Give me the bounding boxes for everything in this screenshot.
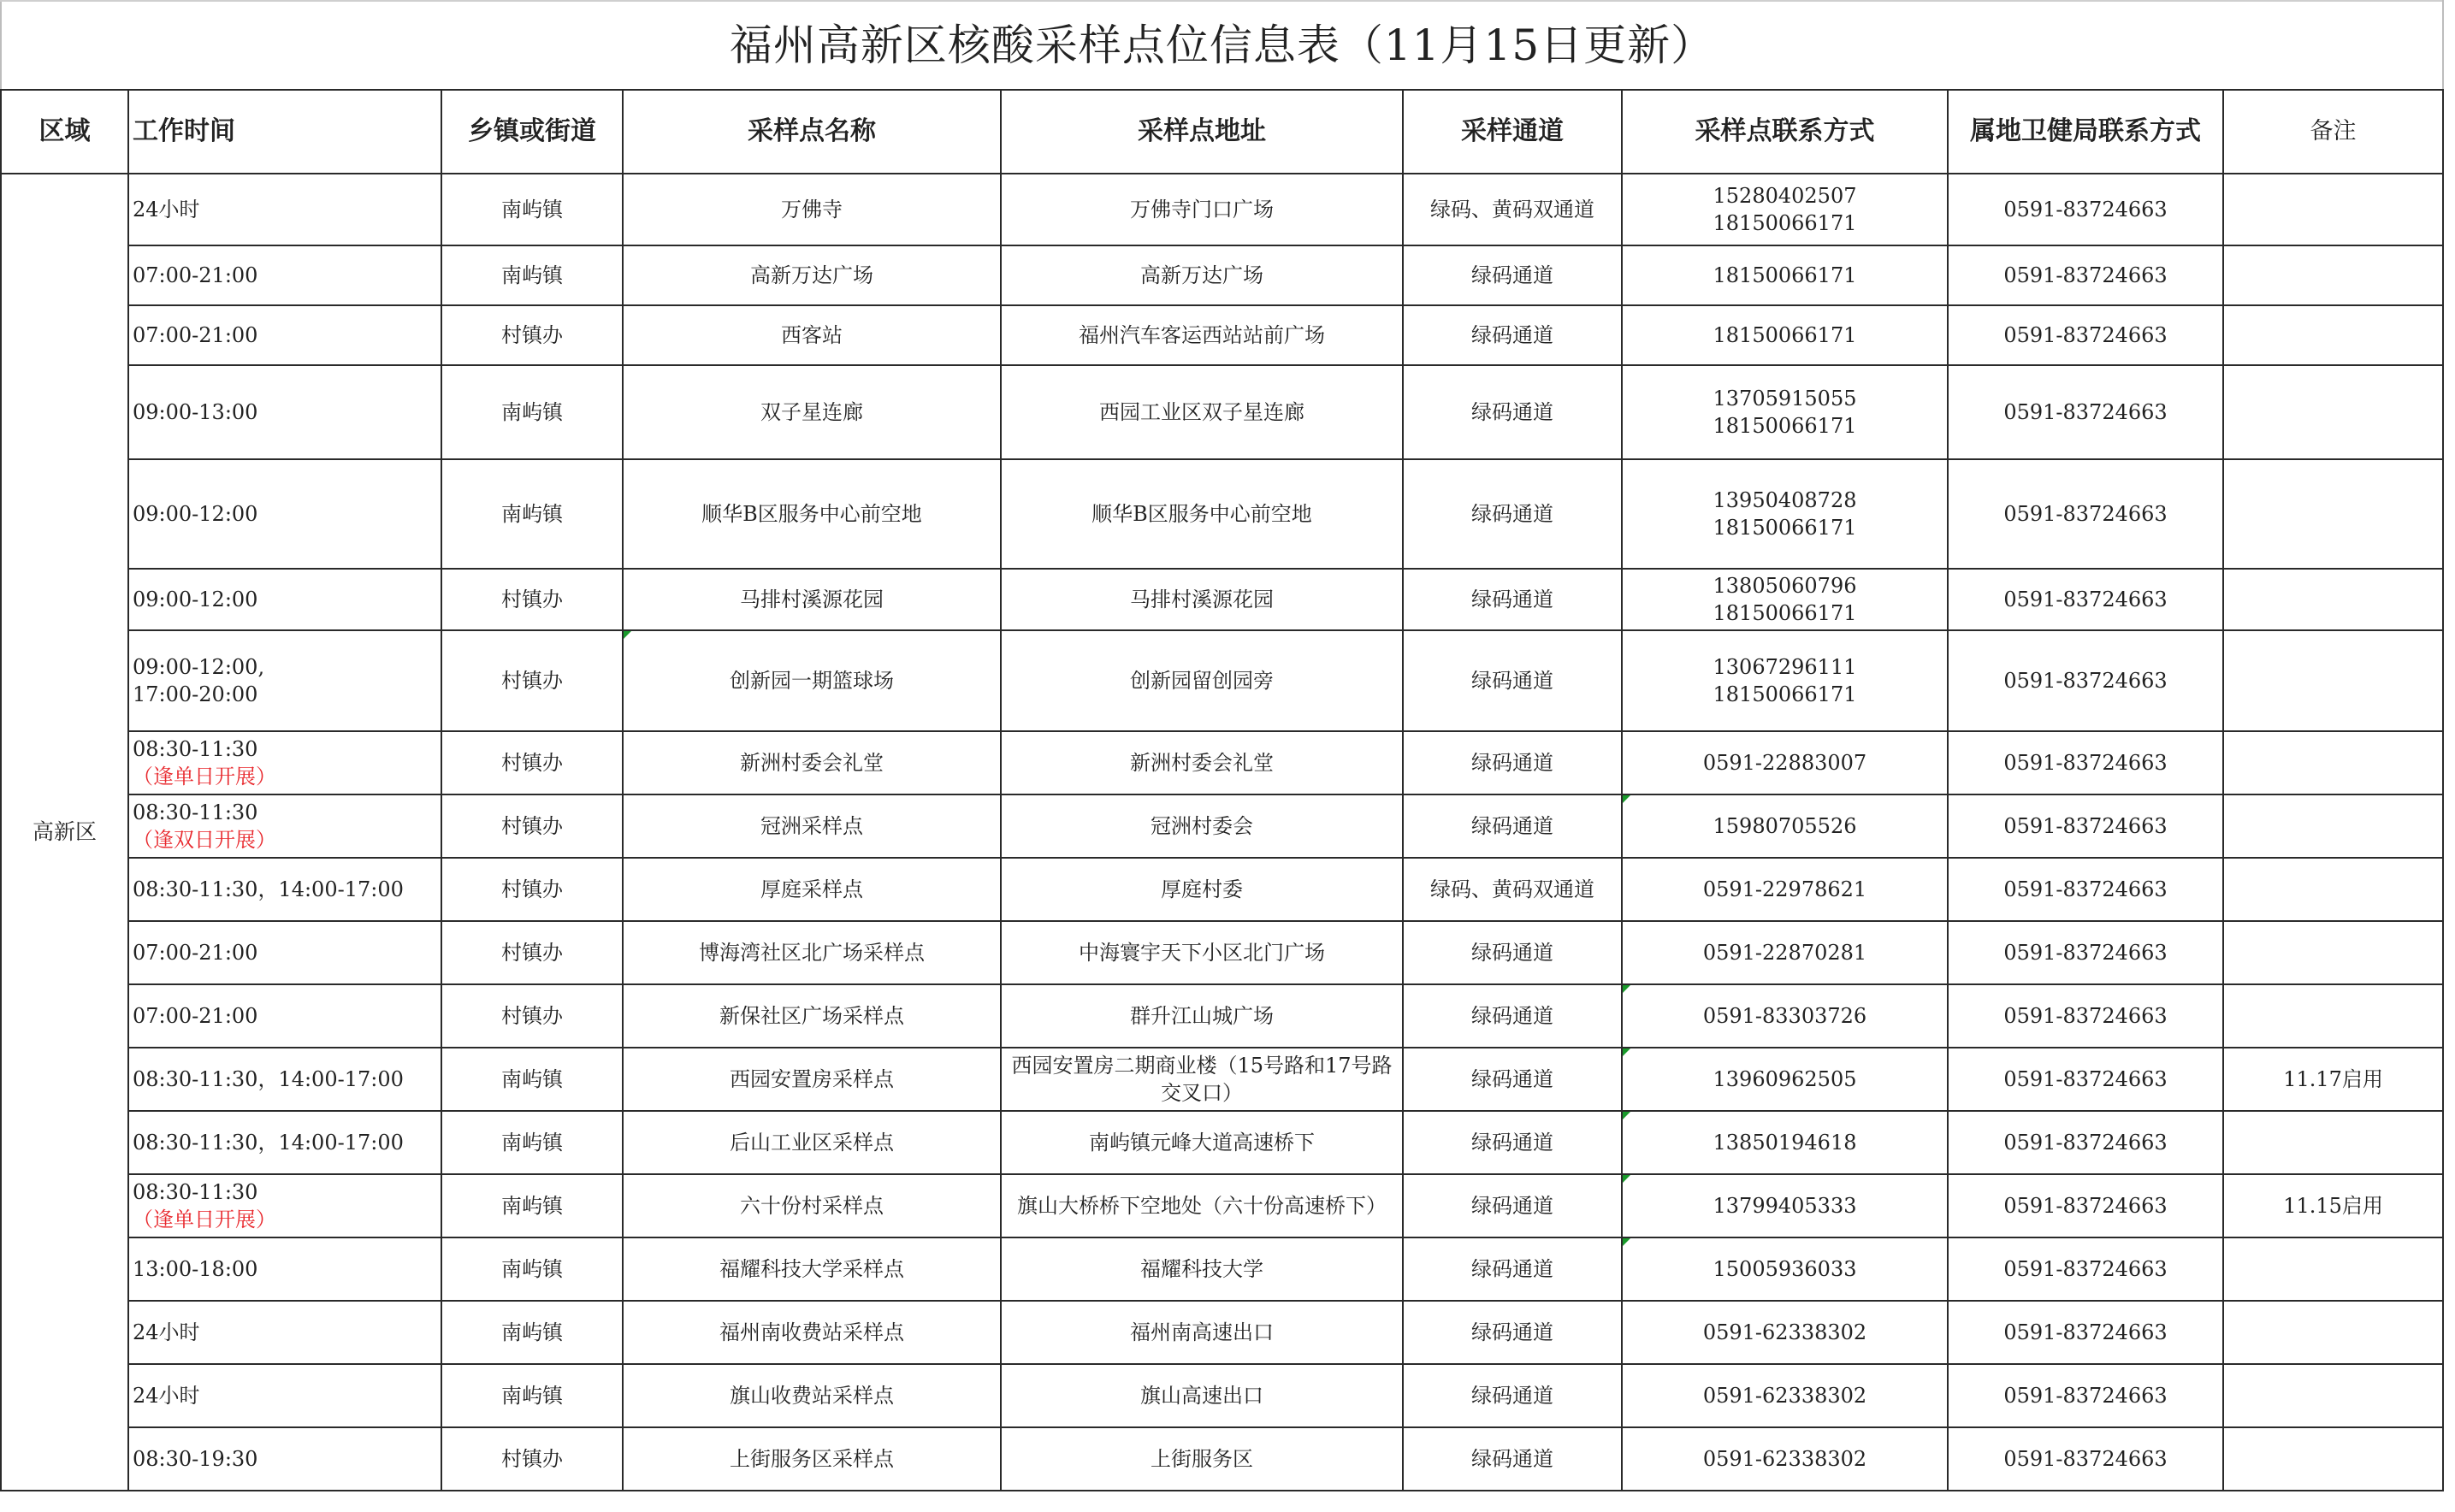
header-row — [1, 90, 2443, 174]
time-cell — [128, 1174, 441, 1237]
health-contact-cell: 0591-83724663 — [1948, 1048, 2223, 1111]
town-cell: 村镇办 — [441, 984, 623, 1048]
time-text: 24小时 — [133, 198, 200, 221]
remark-cell — [2223, 1301, 2443, 1364]
time-cell — [128, 1364, 441, 1427]
address-cell: 新洲村委会礼堂 — [1001, 731, 1403, 794]
name-cell: 创新园一期篮球场 — [623, 630, 1001, 731]
town-cell: 村镇办 — [441, 1427, 623, 1491]
time-cell — [128, 245, 441, 305]
remark-cell — [2223, 731, 2443, 794]
page-title: 福州高新区核酸采样点位信息表（11月15日更新） — [1, 1, 2443, 90]
time-cell — [128, 1048, 441, 1111]
time-text: 09:00-12:00 — [133, 502, 258, 526]
phone-number: 13805060796 — [1713, 574, 1857, 598]
town-cell: 村镇办 — [441, 569, 623, 630]
address-cell: 万佛寺门口广场 — [1001, 174, 1403, 245]
phone-number: 13067296111 — [1713, 655, 1857, 679]
table-row — [1, 1364, 2443, 1427]
name-cell: 西客站 — [623, 305, 1001, 365]
phone-number: 0591-83303726 — [1702, 1004, 1867, 1028]
health-contact-cell: 0591-83724663 — [1948, 305, 2223, 365]
region-cell: 高新区 — [1, 174, 128, 1491]
contact-cell — [1622, 731, 1948, 794]
phone-number: 0591-62338302 — [1702, 1447, 1867, 1471]
table-row — [1, 630, 2443, 731]
health-contact-cell: 0591-83724663 — [1948, 731, 2223, 794]
header-town: 乡镇或街道 — [441, 90, 623, 174]
contact-cell — [1622, 1048, 1948, 1111]
phone-number: 18150066171 — [1713, 323, 1857, 347]
phone-number: 13950408728 — [1713, 488, 1857, 512]
time-text: 08:30-11:30 — [133, 737, 258, 761]
remark-cell — [2223, 459, 2443, 569]
contact-cell — [1622, 1174, 1948, 1237]
town-cell: 南屿镇 — [441, 1048, 623, 1111]
table-row — [1, 984, 2443, 1048]
town-cell: 南屿镇 — [441, 1364, 623, 1427]
name-cell: 新洲村委会礼堂 — [623, 731, 1001, 794]
time-text: 09:00-12:00, — [133, 655, 265, 679]
channel-cell: 绿码通道 — [1403, 365, 1622, 459]
channel-cell: 绿码通道 — [1403, 1237, 1622, 1301]
health-contact-cell: 0591-83724663 — [1948, 459, 2223, 569]
remark-cell — [2223, 1427, 2443, 1491]
address-cell: 顺华B区服务中心前空地 — [1001, 459, 1403, 569]
table-row — [1, 921, 2443, 984]
phone-number: 0591-22870281 — [1702, 941, 1867, 965]
remark-cell — [2223, 984, 2443, 1048]
name-cell: 六十份村采样点 — [623, 1174, 1001, 1237]
table-row — [1, 1174, 2443, 1237]
town-cell: 村镇办 — [441, 858, 623, 921]
phone-number: 18150066171 — [1713, 211, 1857, 235]
health-contact-cell: 0591-83724663 — [1948, 630, 2223, 731]
table-row — [1, 1111, 2443, 1174]
header-name: 采样点名称 — [623, 90, 1001, 174]
name-cell: 旗山收费站采样点 — [623, 1364, 1001, 1427]
name-cell: 厚庭采样点 — [623, 858, 1001, 921]
time-text: 07:00-21:00 — [133, 1004, 258, 1028]
remark-cell — [2223, 858, 2443, 921]
health-contact-cell: 0591-83724663 — [1948, 1174, 2223, 1237]
phone-number: 18150066171 — [1713, 414, 1857, 438]
phone-number: 18150066171 — [1713, 601, 1857, 625]
phone-number: 0591-22978621 — [1702, 877, 1867, 901]
channel-cell: 绿码通道 — [1403, 459, 1622, 569]
name-cell: 福州南收费站采样点 — [623, 1301, 1001, 1364]
time-cell — [128, 1301, 441, 1364]
phone-number: 13850194618 — [1713, 1131, 1857, 1155]
address-cell: 高新万达广场 — [1001, 245, 1403, 305]
table-row — [1, 858, 2443, 921]
table-row — [1, 569, 2443, 630]
channel-cell: 绿码通道 — [1403, 1048, 1622, 1111]
remark-cell — [2223, 630, 2443, 731]
phone-number: 0591-22883007 — [1702, 751, 1867, 775]
town-cell: 南屿镇 — [441, 1237, 623, 1301]
town-cell: 南屿镇 — [441, 1111, 623, 1174]
phone-number: 0591-62338302 — [1702, 1384, 1867, 1408]
time-cell — [128, 1111, 441, 1174]
name-cell: 福耀科技大学采样点 — [623, 1237, 1001, 1301]
schedule-note: （逢双日开展） — [133, 828, 276, 852]
time-text: 09:00-13:00 — [133, 400, 258, 424]
channel-cell: 绿码通道 — [1403, 794, 1622, 858]
phone-number: 18150066171 — [1713, 682, 1857, 706]
address-cell: 中海寰宇天下小区北门广场 — [1001, 921, 1403, 984]
header-health-contact: 属地卫健局联系方式 — [1948, 90, 2223, 174]
channel-cell: 绿码、黄码双通道 — [1403, 174, 1622, 245]
remark-cell — [2223, 245, 2443, 305]
health-contact-cell: 0591-83724663 — [1948, 1364, 2223, 1427]
health-contact-cell: 0591-83724663 — [1948, 1111, 2223, 1174]
name-cell: 高新万达广场 — [623, 245, 1001, 305]
contact-cell — [1622, 858, 1948, 921]
contact-cell — [1622, 921, 1948, 984]
phone-number: 0591-62338302 — [1702, 1320, 1867, 1344]
time-cell — [128, 569, 441, 630]
contact-cell — [1622, 1364, 1948, 1427]
health-contact-cell: 0591-83724663 — [1948, 984, 2223, 1048]
health-contact-cell: 0591-83724663 — [1948, 794, 2223, 858]
name-cell: 后山工业区采样点 — [623, 1111, 1001, 1174]
time-cell — [128, 1237, 441, 1301]
channel-cell: 绿码通道 — [1403, 921, 1622, 984]
header-contact: 采样点联系方式 — [1622, 90, 1948, 174]
town-cell: 南屿镇 — [441, 174, 623, 245]
channel-cell: 绿码通道 — [1403, 731, 1622, 794]
remark-cell — [2223, 365, 2443, 459]
time-cell — [128, 365, 441, 459]
channel-cell: 绿码通道 — [1403, 1174, 1622, 1237]
table-row — [1, 1427, 2443, 1491]
address-cell: 南屿镇元峰大道高速桥下 — [1001, 1111, 1403, 1174]
remark-cell: 11.17启用 — [2223, 1048, 2443, 1111]
time-cell — [128, 174, 441, 245]
address-cell: 冠洲村委会 — [1001, 794, 1403, 858]
address-cell: 旗山大桥桥下空地处（六十份高速桥下） — [1001, 1174, 1403, 1237]
health-contact-cell: 0591-83724663 — [1948, 858, 2223, 921]
remark-cell — [2223, 794, 2443, 858]
time-text: 13:00-18:00 — [133, 1257, 258, 1281]
remark-cell — [2223, 1111, 2443, 1174]
contact-cell — [1622, 1111, 1948, 1174]
phone-number: 18150066171 — [1713, 516, 1857, 540]
name-cell: 万佛寺 — [623, 174, 1001, 245]
table-row — [1, 174, 2443, 245]
contact-cell — [1622, 1237, 1948, 1301]
time-cell — [128, 794, 441, 858]
channel-cell: 绿码通道 — [1403, 1427, 1622, 1491]
remark-cell — [2223, 305, 2443, 365]
address-cell: 厚庭村委 — [1001, 858, 1403, 921]
health-contact-cell: 0591-83724663 — [1948, 1301, 2223, 1364]
remark-cell: 11.15启用 — [2223, 1174, 2443, 1237]
contact-cell — [1622, 365, 1948, 459]
contact-cell — [1622, 794, 1948, 858]
health-contact-cell: 0591-83724663 — [1948, 174, 2223, 245]
phone-number: 15280402507 — [1713, 184, 1857, 208]
channel-cell: 绿码通道 — [1403, 1301, 1622, 1364]
name-cell: 新保社区广场采样点 — [623, 984, 1001, 1048]
channel-cell: 绿码通道 — [1403, 1111, 1622, 1174]
time-cell — [128, 921, 441, 984]
phone-number: 15005936033 — [1713, 1257, 1857, 1281]
table-row — [1, 1301, 2443, 1364]
time-text: 09:00-12:00 — [133, 588, 258, 611]
time-text: 08:30-11:30，14:00-17:00 — [133, 1131, 404, 1155]
phone-number: 15980705526 — [1713, 814, 1857, 838]
time-cell — [128, 1427, 441, 1491]
table-row — [1, 305, 2443, 365]
address-cell: 马排村溪源花园 — [1001, 569, 1403, 630]
health-contact-cell: 0591-83724663 — [1948, 245, 2223, 305]
health-contact-cell: 0591-83724663 — [1948, 921, 2223, 984]
town-cell: 村镇办 — [441, 630, 623, 731]
name-cell: 冠洲采样点 — [623, 794, 1001, 858]
time-text: 24小时 — [133, 1320, 200, 1344]
time-cell — [128, 630, 441, 731]
contact-cell — [1622, 245, 1948, 305]
table-row — [1, 459, 2443, 569]
town-cell: 南屿镇 — [441, 459, 623, 569]
town-cell: 村镇办 — [441, 731, 623, 794]
name-cell: 马排村溪源花园 — [623, 569, 1001, 630]
town-cell: 南屿镇 — [441, 245, 623, 305]
remark-cell — [2223, 1237, 2443, 1301]
table-row — [1, 365, 2443, 459]
header-region: 区域 — [1, 90, 128, 174]
health-contact-cell: 0591-83724663 — [1948, 365, 2223, 459]
address-cell: 西园安置房二期商业楼（15号路和17号路交叉口） — [1001, 1048, 1403, 1111]
remark-cell — [2223, 1364, 2443, 1427]
contact-cell — [1622, 1427, 1948, 1491]
name-cell: 上街服务区采样点 — [623, 1427, 1001, 1491]
phone-number: 13960962505 — [1713, 1067, 1857, 1091]
contact-cell — [1622, 630, 1948, 731]
channel-cell: 绿码通道 — [1403, 305, 1622, 365]
time-text: 07:00-21:00 — [133, 263, 258, 287]
address-cell: 上街服务区 — [1001, 1427, 1403, 1491]
time-cell — [128, 731, 441, 794]
header-time: 工作时间 — [128, 90, 441, 174]
channel-cell: 绿码通道 — [1403, 1364, 1622, 1427]
address-cell: 旗山高速出口 — [1001, 1364, 1403, 1427]
contact-cell — [1622, 174, 1948, 245]
town-cell: 村镇办 — [441, 794, 623, 858]
header-channel: 采样通道 — [1403, 90, 1622, 174]
address-cell: 西园工业区双子星连廊 — [1001, 365, 1403, 459]
name-cell: 顺华B区服务中心前空地 — [623, 459, 1001, 569]
contact-cell — [1622, 984, 1948, 1048]
time-text: 07:00-21:00 — [133, 941, 258, 965]
contact-cell — [1622, 305, 1948, 365]
time-text: 08:30-11:30 — [133, 1180, 258, 1204]
time-cell — [128, 984, 441, 1048]
time-text-2: 17:00-20:00 — [133, 682, 258, 706]
schedule-note: （逢单日开展） — [133, 765, 276, 788]
address-cell: 福州汽车客运西站站前广场 — [1001, 305, 1403, 365]
health-contact-cell: 0591-83724663 — [1948, 569, 2223, 630]
contact-cell — [1622, 1301, 1948, 1364]
address-cell: 福州南高速出口 — [1001, 1301, 1403, 1364]
town-cell: 南屿镇 — [441, 365, 623, 459]
address-cell: 群升江山城广场 — [1001, 984, 1403, 1048]
table-row — [1, 1237, 2443, 1301]
remark-cell — [2223, 569, 2443, 630]
address-cell: 福耀科技大学 — [1001, 1237, 1403, 1301]
name-cell: 双子星连廊 — [623, 365, 1001, 459]
town-cell: 村镇办 — [441, 921, 623, 984]
address-cell: 创新园留创园旁 — [1001, 630, 1403, 731]
channel-cell: 绿码通道 — [1403, 569, 1622, 630]
remark-cell — [2223, 174, 2443, 245]
phone-number: 13799405333 — [1713, 1194, 1857, 1218]
town-cell: 南屿镇 — [441, 1301, 623, 1364]
phone-number: 13705915055 — [1713, 387, 1857, 410]
name-cell: 博海湾社区北广场采样点 — [623, 921, 1001, 984]
contact-cell — [1622, 459, 1948, 569]
table-row — [1, 1048, 2443, 1111]
time-cell — [128, 305, 441, 365]
time-text: 08:30-11:30，14:00-17:00 — [133, 1067, 404, 1091]
time-text: 08:30-11:30，14:00-17:00 — [133, 877, 404, 901]
phone-number: 18150066171 — [1713, 263, 1857, 287]
health-contact-cell: 0591-83724663 — [1948, 1237, 2223, 1301]
header-address: 采样点地址 — [1001, 90, 1403, 174]
schedule-note: （逢单日开展） — [133, 1208, 276, 1231]
time-text: 24小时 — [133, 1384, 200, 1408]
time-text: 08:30-11:30 — [133, 800, 258, 824]
remark-cell — [2223, 921, 2443, 984]
header-remark: 备注 — [2223, 90, 2443, 174]
table-row — [1, 245, 2443, 305]
time-cell — [128, 459, 441, 569]
town-cell: 村镇办 — [441, 305, 623, 365]
time-text: 07:00-21:00 — [133, 323, 258, 347]
contact-cell — [1622, 569, 1948, 630]
table-row — [1, 794, 2443, 858]
town-cell: 南屿镇 — [441, 1174, 623, 1237]
channel-cell: 绿码、黄码双通道 — [1403, 858, 1622, 921]
channel-cell: 绿码通道 — [1403, 984, 1622, 1048]
time-text: 08:30-19:30 — [133, 1447, 258, 1471]
time-cell — [128, 858, 441, 921]
channel-cell: 绿码通道 — [1403, 630, 1622, 731]
name-cell: 西园安置房采样点 — [623, 1048, 1001, 1111]
health-contact-cell: 0591-83724663 — [1948, 1427, 2223, 1491]
channel-cell: 绿码通道 — [1403, 245, 1622, 305]
table-row — [1, 731, 2443, 794]
